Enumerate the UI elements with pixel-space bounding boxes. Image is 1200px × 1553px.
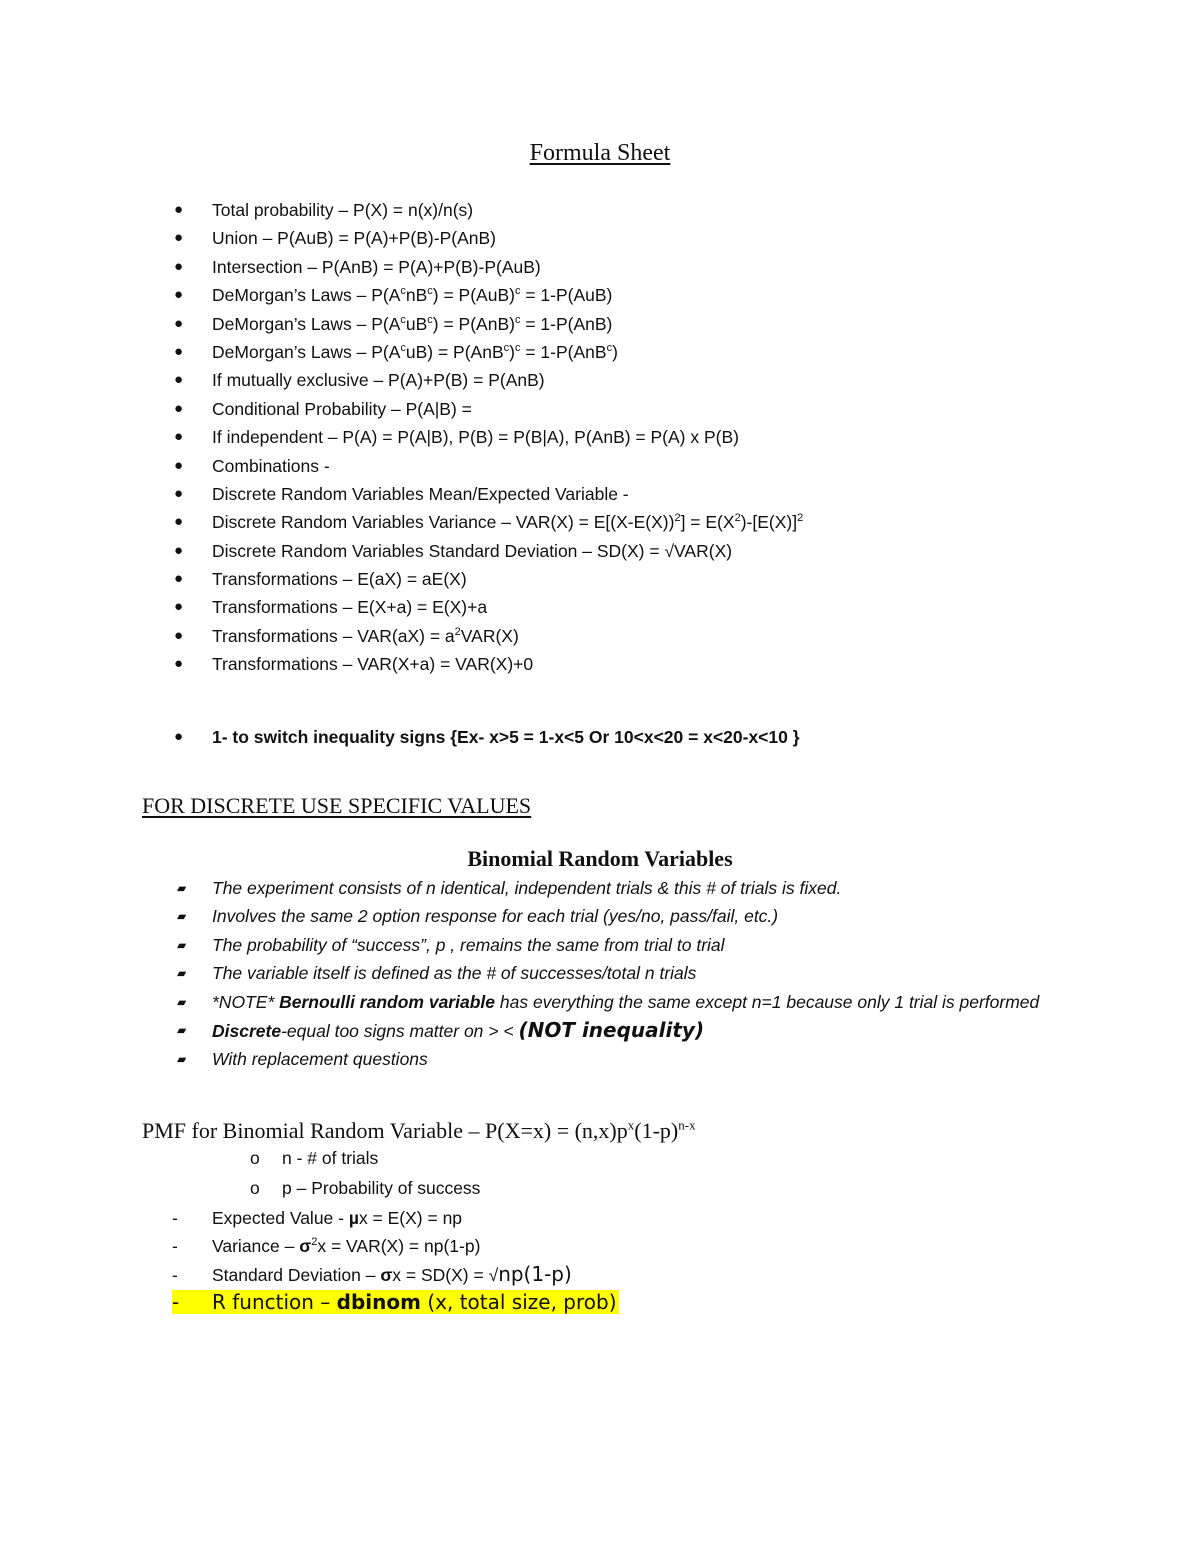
list-item: ● Total probability – P(X) = n(x)/n(s) — [172, 196, 1132, 224]
list-item: ● Discrete Random Variables Mean/Expected Variable - — [172, 480, 1132, 508]
discrete-heading: FOR DISCRETE USE SPECIFIC VALUES — [142, 793, 532, 818]
list-item-inequality-tip: ● 1- to switch inequality signs {Ex- x>5 = 1-x<5 Or 10<x<20 = x<20-x<10 } — [172, 723, 1132, 751]
pmf-heading: PMF for Binomial Random Variable – $P(X=x) = (n,x)p^x(1-p)^{n-x}$ — [142, 1117, 696, 1143]
circle-bullet-icon: o — [250, 1178, 260, 1198]
bullet-icon: ● — [174, 456, 184, 474]
highlighted-r-function: - R function – dbinom (x, total size, prob) — [172, 1290, 617, 1314]
bullet-icon: ● — [174, 201, 184, 218]
arrow-bullet-icon: ▰ — [177, 1052, 187, 1067]
dash-bullet: - — [172, 1236, 178, 1256]
bullet-icon: ● — [174, 727, 184, 745]
bullet-icon: ● — [174, 598, 184, 616]
arrow-bullet-icon: ▰ — [177, 937, 187, 952]
bullet-icon: ● — [174, 399, 184, 417]
arrow-bullet-icon: ▰ — [177, 881, 187, 895]
circle-bullet-icon: o — [250, 1148, 260, 1168]
dash-item: - Expected Value - µx = E(X) = np — [172, 1204, 462, 1232]
list-item: ● If mutually exclusive – P(A)+P(B) = P(AnB) — [172, 366, 1132, 394]
bullet-icon: ● — [174, 626, 184, 644]
list-item: ● DeMorgan’s Laws – $P(A^cuB^c) = P(AnB)^c = 1-P(AnB)$ — [172, 310, 1132, 338]
list-item: ▰ The experiment consists of n identical, independent trials & this # of trials is fixed. — [172, 874, 1072, 902]
r-function-item — [172, 1288, 619, 1317]
list-item: ● Intersection – P(AnB) = P(A)+P(B)-P(AuB) — [172, 253, 1132, 281]
dash-bullet: - — [172, 1208, 178, 1228]
dash-item: - Variance – $\sigma^2x = VAR(X) = np(1-p)$ — [172, 1232, 480, 1260]
page-title: Formula Sheet — [529, 140, 671, 166]
bullet-icon: ● — [174, 342, 184, 360]
bullet-icon: ● — [174, 513, 184, 531]
binomial-list — [172, 874, 1072, 1074]
bullet-icon: ● — [174, 229, 184, 247]
arrow-bullet-icon: ▰ — [177, 966, 187, 981]
list-item: ● Transformations – E(aX) = aE(X) — [172, 565, 1132, 593]
list-item: ● Transformations – E(X+a) = E(X)+a — [172, 593, 1132, 621]
list-item: ● DeMorgan’s Laws – $P(A^cuB) = P(AnB^c)^c = 1-P(AnB^c)$ — [172, 338, 1132, 366]
list-item: ● Union – P(AuB) = P(A)+P(B)-P(AnB) — [172, 224, 1132, 252]
bullet-icon: ● — [174, 484, 184, 502]
bullet-icon: ● — [174, 428, 184, 446]
list-item: ▰ Involves the same 2 option response for each trial (yes/no, pass/fail, etc.) — [172, 902, 1072, 930]
list-item: ▰ The probability of “success”, p , remains the same from trial to trial — [172, 931, 1072, 959]
dash-bullet: - — [172, 1265, 178, 1285]
dash-item: - Standard Deviation – σx = SD(X) = √np(1-p) — [172, 1260, 572, 1289]
list-item: ▰ *NOTE* Bernoulli random variable has everything the same except n=1 because only 1 trial is performed — [172, 988, 1072, 1016]
bullet-icon: ● — [174, 286, 184, 304]
arrow-bullet-icon: ▰ — [177, 909, 187, 924]
sub-item: o n - # of trials — [250, 1144, 378, 1172]
list-item: ● If independent – P(A) = P(A|B), P(B) = P(B|A), P(AnB) = P(A) x P(B) — [172, 423, 1132, 451]
binomial-heading: Binomial Random Variables — [467, 846, 733, 871]
list-item: ● Discrete Random Variables Standard Deviation – SD(X) = √VAR(X) — [172, 537, 1132, 565]
sub-item: o p – Probability of success — [250, 1174, 480, 1202]
list-item: ▰ With replacement questions — [172, 1045, 1072, 1073]
bullet-icon: ● — [174, 371, 184, 389]
formula-list — [172, 196, 1132, 751]
arrow-bullet-icon: ▰ — [177, 1023, 187, 1038]
bullet-icon: ● — [174, 257, 184, 275]
list-item: ● Combinations - — [172, 452, 1132, 480]
list-item: ▰ Discrete-equal too signs matter on > < (NOT inequality) — [172, 1016, 1072, 1045]
list-item: ● DeMorgan’s Laws – $P(A^cnB^c) = P(AuB)^c = 1-P(AuB)$ — [172, 281, 1132, 309]
bullet-icon: ● — [174, 314, 184, 332]
bullet-icon: ● — [174, 655, 184, 673]
bullet-icon: ● — [174, 570, 184, 588]
list-item: ● Discrete Random Variables Variance – $VAR(X) = E[(X-E(X))^2] = E(X^2)-[E(X)]^2$ — [172, 508, 1132, 536]
bullet-icon: ● — [174, 541, 184, 559]
list-item: ● Transformations – VAR(X+a) = VAR(X)+0 — [172, 650, 1132, 678]
arrow-bullet-icon: ▰ — [177, 994, 187, 1009]
list-item: ● Transformations – $VAR(aX) = a^2VAR(X)$ — [172, 622, 1132, 650]
list-item: ▰ The variable itself is defined as the # of successes/total n trials — [172, 959, 1072, 987]
list-item: ● Conditional Probability – P(A|B) = — [172, 395, 1132, 423]
